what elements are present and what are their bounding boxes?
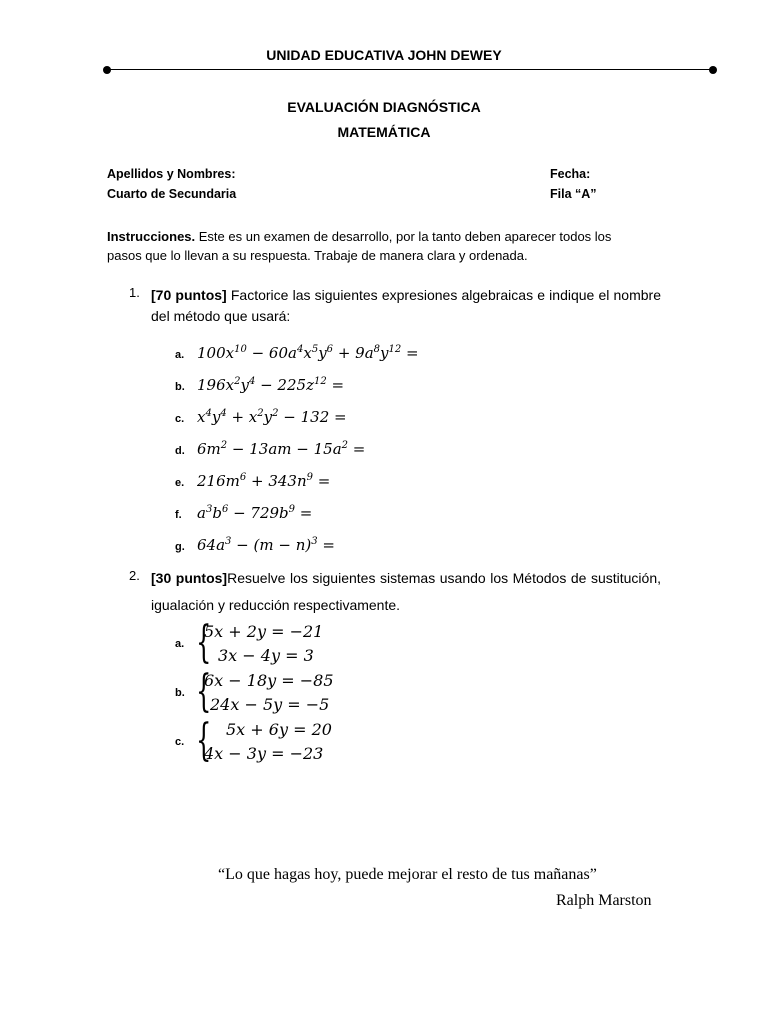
question-2-number: 2. [129, 568, 140, 583]
system-equation-2: 3x − 4y = 3 [218, 646, 314, 665]
question-2-text [151, 565, 661, 619]
expression-formula: $x^4y^4 + x^2y^2 - 132$ = [197, 408, 347, 426]
rule-dot-right [709, 66, 717, 74]
system-equation-2: 4x − 3y = −23 [204, 744, 324, 763]
expression-formula: $216m^6 + 343n^9$ = [197, 472, 331, 490]
expression-label: d. [175, 445, 185, 457]
exam-title: EVALUACIÓN DIAGNÓSTICA [287, 99, 481, 115]
subject-title: MATEMÁTICA [337, 124, 431, 140]
date-label: Fecha: [550, 167, 591, 181]
question-1-number: 1. [129, 285, 140, 300]
system-label: c. [175, 736, 185, 748]
expression-label: b. [175, 381, 185, 393]
expression-formula: $196x^2y^4 - 225z^{12}$ = [197, 376, 345, 394]
question-1-points: [70 puntos] [151, 287, 227, 303]
closing-quote: “Lo que hagas hoy, puede mejorar el resto de tus mañanas” [218, 866, 597, 883]
expression-label: g. [175, 541, 185, 553]
header-rule [106, 69, 714, 70]
school-name: UNIDAD EDUCATIVA JOHN DEWEY [266, 47, 502, 63]
expression-formula: $a^3b^6 - 729b^9$ = [197, 504, 313, 522]
system-equation-1: 5x + 2y = −21 [204, 622, 324, 641]
system-equation-1: 5x + 6y = 20 [226, 720, 332, 739]
expression-label: c. [175, 413, 185, 425]
grade-label: Cuarto de Secundaria [107, 187, 237, 201]
expression-formula: $100x^{10} - 60a^4x^5y^6 + 9a^8y^{12}$ = [197, 344, 419, 362]
quote-author: Ralph Marston [556, 892, 652, 909]
expression-label: f. [175, 509, 182, 521]
system-equation-1: 6x − 18y = −85 [204, 671, 334, 690]
expression-formula: $64a^3 - (m - n)^3$ = [197, 536, 335, 554]
question-2-points: [30 puntos] [151, 570, 228, 586]
instructions-lead: Instrucciones. [107, 229, 196, 244]
system-equation-2: 24x − 5y = −5 [210, 695, 330, 714]
expression-label: a. [175, 349, 185, 361]
names-label: Apellidos y Nombres: [107, 167, 236, 181]
question-2-prompt: Resuelve los siguientes sistemas usando los Métodos de sustitución, igualación y reducción respectivamente. [151, 570, 661, 613]
row-label: Fila “A” [550, 187, 597, 201]
brace-icon: { [196, 666, 212, 717]
brace-icon: { [196, 617, 212, 668]
system-label: a. [175, 638, 185, 650]
system-label: b. [175, 687, 185, 699]
instructions [107, 227, 647, 265]
instructions-text: Este es un examen de desarrollo, por la tanto deben aparecer todos los pasos que lo llevan a su respuesta. Trabaje de manera clara y ordenada. [107, 229, 612, 263]
question-1-text [151, 285, 661, 327]
question-1-prompt: Factorice las siguientes expresiones algebraicas e indique el nombre del método que usará: [151, 287, 661, 324]
expression-label: e. [175, 477, 185, 489]
expression-formula: $6m^2 - 13am - 15a^2$ = [197, 440, 366, 458]
brace-icon: { [196, 715, 212, 766]
